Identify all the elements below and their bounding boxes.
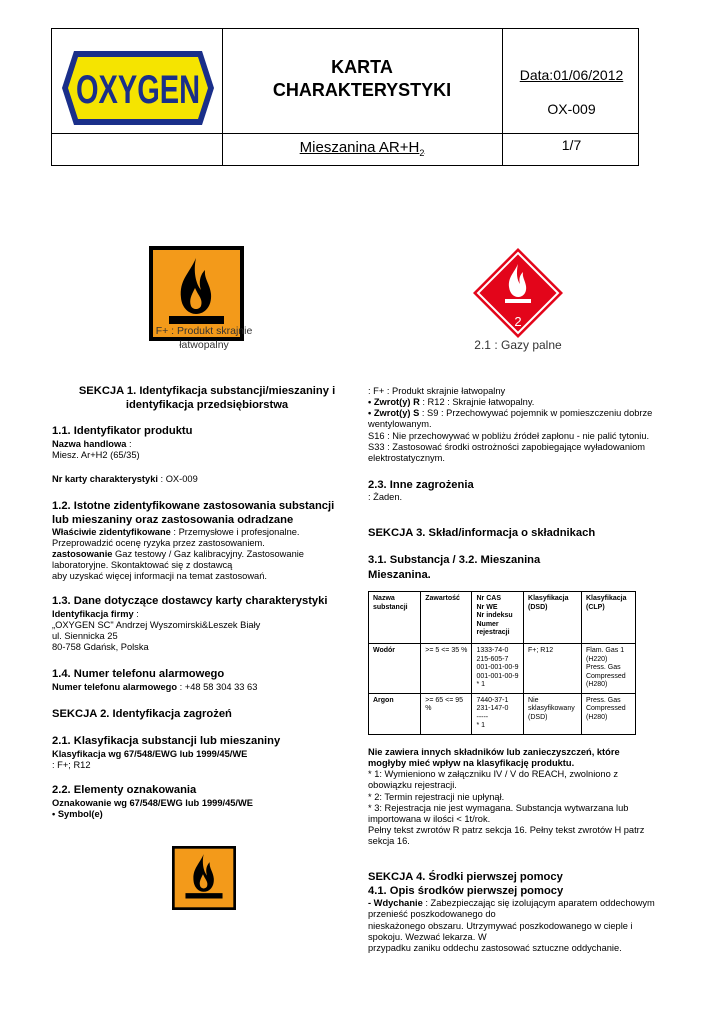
flammable-gas-diamond-icon: [471, 246, 565, 340]
document-code: OX-009: [547, 101, 596, 117]
heading-3-1-line-1: 3.1. Substancja / 3.2. Mieszanina: [368, 554, 541, 566]
substance-name: Wodór: [369, 644, 421, 694]
table-header-cell: Nr CAS Nr WE Nr indeksu Numer rejestracji: [472, 592, 524, 644]
heading-1-3: 1.3. Dane dotyczące dostawcy karty charakterystyki: [52, 595, 328, 607]
heading-1-1: 1.1. Identyfikator produktu: [52, 425, 193, 437]
section-2-title: SEKCJA 2. Identyfikacja zagrożeń: [52, 708, 232, 720]
classification-label: Klasyfikacja wg 67/548/EWG lub 1999/45/WE: [52, 749, 248, 759]
table-header-cell: Klasyfikacja (CLP): [581, 592, 635, 644]
page-number: 1/7: [561, 137, 582, 153]
section-4-title: SEKCJA 4. Środki pierwszej pomocy: [368, 871, 563, 883]
substance-content: >= 5 <= 35 %: [421, 644, 472, 694]
substance-dsd: Nie sklasyfikowany (DSD): [524, 693, 582, 734]
table-header-row: [369, 592, 636, 644]
inhalation: - Wdychanie : Zabezpieczając się izolującym aparatem oddechowym: [368, 898, 655, 908]
heading-2-2: 2.2. Elementy oznakowania: [52, 784, 197, 796]
oxygen-logo: [60, 49, 216, 127]
flame-icon: [172, 846, 236, 910]
s33-phrase: S33 : Zastosować środki ostrożności zapobiegające wyładowaniom: [368, 442, 645, 452]
identified-uses: Właściwie zidentyfikowane : Przemysłowe i profesjonalne.: [52, 527, 300, 537]
note-2: * 2: Termin rejestracji nie upłynął.: [368, 792, 505, 802]
table-row: [369, 693, 636, 734]
company-line-1: „OXYGEN SC" Andrzej Wyszomirski&Leszek Biały: [52, 620, 261, 630]
trade-name: Nazwa handlowa :: [52, 439, 132, 449]
heading-3-1-line-2: Mieszanina.: [368, 569, 431, 581]
substance-ids: 7440-37-1 231-147-0 ----- * 1: [472, 693, 524, 734]
s-phrases: • Zwrot(y) S : S9 : Przechowywać pojemnik w pomieszczeniu dobrze: [368, 408, 653, 418]
title-line-2: CHARAKTERYSTYKI: [272, 80, 452, 100]
substance-clp: Flam. Gas 1 (H220) Press. Gas Compressed (H280): [581, 644, 635, 694]
full-text-note: Pełny tekst zwrotów R patrz sekcja 16. Pełny tekst zwrotów H patrz: [368, 825, 645, 835]
trade-name-value: Miesz. Ar+H2 (65/35): [52, 450, 140, 460]
classification-value: : F+; R12: [52, 760, 91, 770]
identified-uses-line-2: Przeprowadzić ocenę ryzyka przez zastosowaniem.: [52, 538, 265, 548]
heading-1-4: 1.4. Numer telefonu alarmowego: [52, 668, 225, 680]
left-pictogram-caption: F+ : Produkt skrajnie łatwopalny: [155, 325, 253, 351]
right-pictogram-caption: 2.1 : Gazy palne: [474, 338, 562, 352]
note-1-line-2: obowiązku rejestracji.: [368, 780, 457, 790]
note-3-line-2: importowana w ilości < 1t/rok.: [368, 814, 491, 824]
inhalation-line-5: przypadku zaniku oddechu zastosować sztuczne oddychanie.: [368, 943, 622, 953]
use-description-line-3: aby uzyskać więcej informacji na temat zastosowań.: [52, 571, 267, 581]
table-row: [369, 644, 636, 694]
substance-ids: 1333-74-0 215-605-7 001-001-00-9 001-001-00-9 * 1: [472, 644, 524, 694]
substance-content: >= 65 <= 95 %: [421, 693, 472, 734]
document-date: Data:01/06/2012: [519, 67, 624, 83]
card-number: Nr karty charakterystyki : OX-009: [52, 474, 198, 484]
substance-name: Argon: [369, 693, 421, 734]
labelling-label: Oznakowanie wg 67/548/EWG lub 1999/45/WE: [52, 798, 253, 808]
full-text-note-line-2: sekcja 16.: [368, 836, 410, 846]
use-description-line-2: laboratoryjne. Skontaktować się z dostawcą: [52, 560, 233, 570]
emergency-phone: Numer telefonu alarmowego : +48 58 304 33 63: [52, 682, 258, 692]
note-bold-line-1: Nie zawiera innych składników lub zanieczyszczeń, które: [368, 747, 620, 757]
composition-table: [368, 591, 636, 735]
note-1: * 1: Wymieniono w załączniku IV / V do REACH, zwolniono z: [368, 769, 619, 779]
company-id-label: Identyfikacja firmy :: [52, 609, 139, 619]
company-line-3: 80-758 Gdańsk, Polska: [52, 642, 149, 652]
heading-4-1: 4.1. Opis środków pierwszej pomocy: [368, 885, 564, 897]
hazard-symbol-text: : F+ : Produkt skrajnie łatwopalny: [368, 386, 506, 396]
diamond-class-number: 2: [514, 314, 522, 329]
r-phrases: • Zwrot(y) R : R12 : Skrajnie łatwopalny.: [368, 397, 535, 407]
table-header-cell: Zawartość: [421, 592, 472, 644]
s16-phrase: S16 : Nie przechowywać w pobliżu źródeł zapłonu - nie palić tytoniu.: [368, 431, 650, 441]
s-phrases-line-2: wentylowanym.: [368, 419, 432, 429]
table-header-cell: Nazwa substancji: [369, 592, 421, 644]
section-3-title: SEKCJA 3. Skład/informacja o składnikach: [368, 527, 596, 539]
title-line-1: KARTA: [331, 57, 393, 77]
heading-1-2-line-1: 1.2. Istotne zidentyfikowane zastosowania substancji: [52, 500, 335, 512]
header-table: [51, 28, 639, 166]
section-1-title: SEKCJA 1. Identyfikacja substancji/mieszaniny i identyfikacja przedsiębiorstwa: [78, 385, 336, 411]
inhalation-line-3: nieskażonego obszaru. Utrzymywać poszkodowanego w cieple i: [368, 921, 633, 931]
note-3: * 3: Rejestracja nie jest wymagana. Substancja wytwarzana lub: [368, 803, 629, 813]
substance-dsd: F+; R12: [524, 644, 582, 694]
table-header-cell: Klasyfikacja (DSD): [524, 592, 582, 644]
note-bold-line-2: mogłyby mieć wpływ na klasyfikację produktu.: [368, 758, 575, 768]
heading-2-1: 2.1. Klasyfikacja substancji lub mieszaniny: [52, 735, 281, 747]
inhalation-line-2: przenieść poszkodowanego do: [368, 909, 496, 919]
inhalation-line-4: spokoju. Wezwać lekarza. W: [368, 932, 487, 942]
other-hazards-value: : Żaden.: [368, 492, 403, 502]
company-line-2: ul. Siennicka 25: [52, 631, 118, 641]
substance-clp: Press. Gas Compressed (H280): [581, 693, 635, 734]
symbols-label: • Symbol(e): [52, 809, 103, 819]
heading-1-2-line-2: lub mieszaniny oraz zastosowania odradzane: [52, 514, 294, 526]
mixture-name: Mieszanina $AR+H_2$: [299, 139, 425, 158]
heading-2-3: 2.3. Inne zagrożenia: [368, 479, 474, 491]
s33-phrase-line-2: elektrostatycznym.: [368, 453, 445, 463]
logo-text: OXYGEN: [76, 68, 200, 112]
use-description: zastosowanie Gaz testowy / Gaz kalibracyjny. Zastosowanie: [52, 549, 304, 559]
